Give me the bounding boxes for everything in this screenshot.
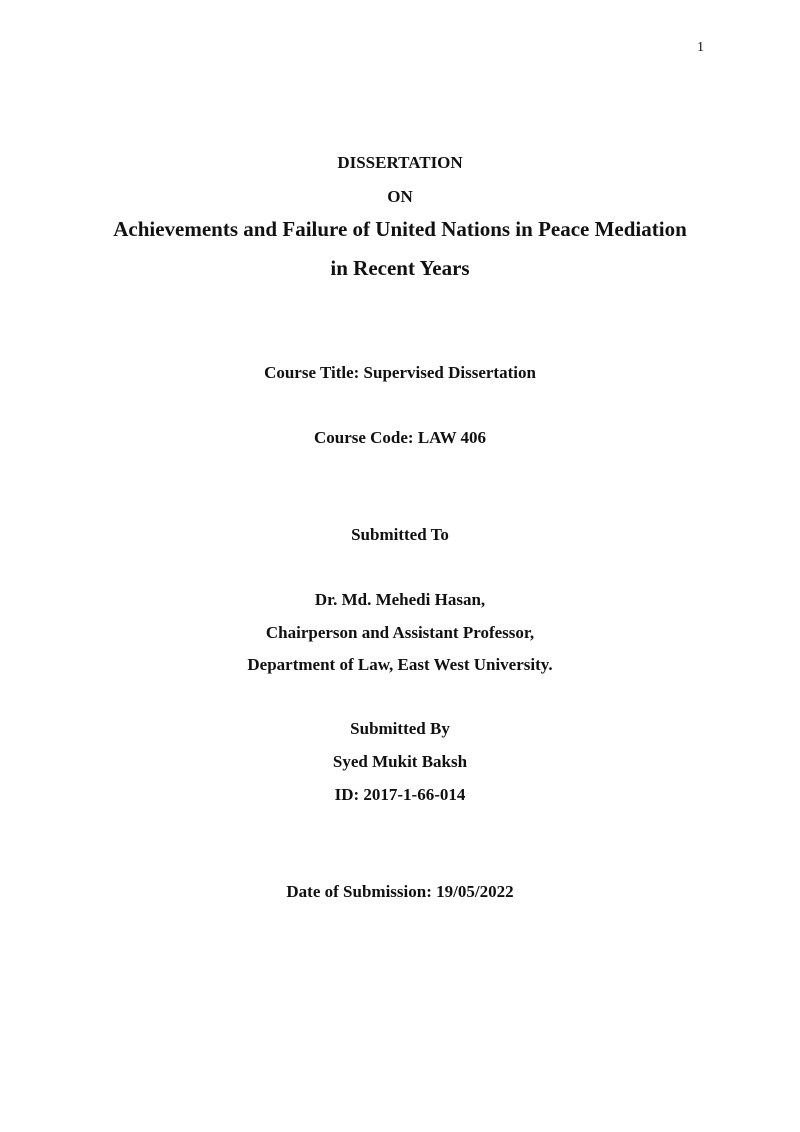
student-id: ID: 2017-1-66-014 (334, 785, 466, 804)
document-title-line-1: Achievements and Failure of United Nations in Peace Mediation (113, 217, 687, 241)
document-on: ON (387, 187, 413, 206)
submission-date: Date of Submission: 19/05/2022 (286, 882, 514, 901)
submitted-to-heading: Submitted To (351, 525, 449, 544)
supervisor-department: Department of Law, East West University. (247, 655, 553, 674)
page-number: 1 (697, 40, 704, 55)
student-name: Syed Mukit Baksh (332, 752, 468, 771)
document-title-line-2: in Recent Years (330, 256, 470, 280)
supervisor-position: Chairperson and Assistant Professor, (265, 623, 535, 642)
course-title: Course Title: Supervised Dissertation (264, 363, 536, 382)
document-label: DISSERTATION (337, 153, 463, 172)
submitted-by-heading: Submitted By (350, 719, 450, 738)
supervisor-name: Dr. Md. Mehedi Hasan, (314, 590, 486, 609)
course-code: Course Code: LAW 406 (313, 428, 487, 447)
